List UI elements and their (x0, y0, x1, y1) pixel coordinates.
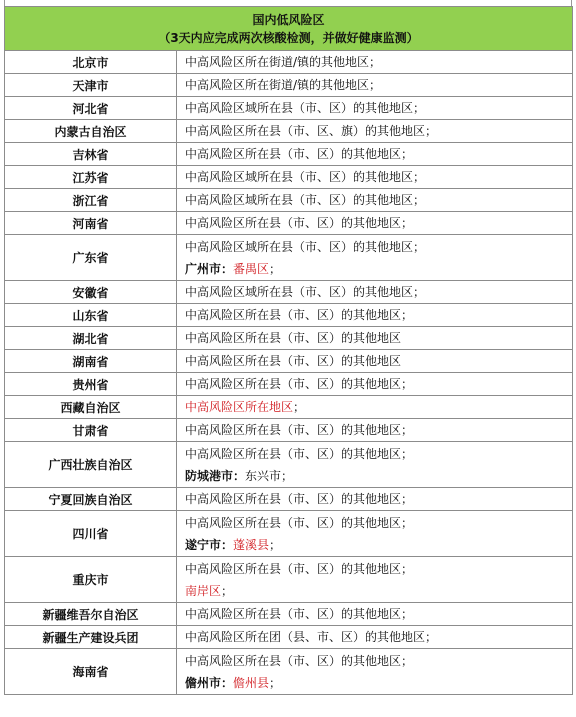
table-row (5, 74, 573, 97)
province-cell: 河南省 (5, 212, 177, 235)
table-header (5, 7, 573, 51)
description-cell: 中高风险区所在县（市、区）的其他地区； (177, 419, 573, 442)
table-row (5, 327, 573, 350)
province-cell: 江苏省 (5, 166, 177, 189)
description-cell (177, 511, 573, 557)
city-label: 遂宁市： (185, 537, 234, 552)
table-row (5, 189, 573, 212)
description-cell: 中高风险区所在县（市、区、旗）的其他地区； (177, 120, 573, 143)
table-row (5, 603, 573, 626)
province-cell: 山东省 (5, 304, 177, 327)
city-line (185, 258, 572, 280)
table-row (5, 166, 573, 189)
description-cell (177, 649, 573, 695)
description-cell (177, 396, 573, 419)
line-end: ； (221, 583, 234, 598)
description-cell: 中高风险区所在团（县、市、区）的其他地区； (177, 626, 573, 649)
table-row (5, 557, 573, 603)
area-label: 东兴市； (245, 468, 294, 483)
province-cell: 湖南省 (5, 350, 177, 373)
description-cell: 中高风险区所在县（市、区）的其他地区 (177, 327, 573, 350)
table-row (5, 396, 573, 419)
province-cell: 浙江省 (5, 189, 177, 212)
line-end: ； (269, 675, 282, 690)
description-cell (177, 557, 573, 603)
table-row (5, 120, 573, 143)
red-description: 中高风险区所在地区 (185, 400, 294, 414)
province-cell: 海南省 (5, 649, 177, 695)
area-label: 儋州县 (233, 675, 270, 690)
line-end: ； (269, 261, 282, 276)
table-row (5, 212, 573, 235)
description-cell: 中高风险区域所在县（市、区）的其他地区； (177, 97, 573, 120)
province-cell: 安徽省 (5, 281, 177, 304)
table-row (5, 235, 573, 281)
description-line: 中高风险区域所在县（市、区）的其他地区； (185, 239, 426, 254)
city-line (185, 465, 572, 487)
line-end: ； (269, 537, 282, 552)
province-cell: 重庆市 (5, 557, 177, 603)
description-cell: 中高风险区域所在县（市、区）的其他地区； (177, 189, 573, 212)
province-cell: 河北省 (5, 97, 177, 120)
table-row (5, 51, 573, 74)
description-cell: 中高风险区所在县（市、区）的其他地区； (177, 212, 573, 235)
description-cell: 中高风险区所在县（市、区）的其他地区； (177, 603, 573, 626)
table-row (5, 649, 573, 695)
area-label: 南岸区 (185, 583, 222, 598)
table-row (5, 281, 573, 304)
city-label: 防城港市： (185, 468, 246, 483)
low-risk-table (4, 6, 573, 695)
table-row (5, 373, 573, 396)
description-cell: 中高风险区所在街道/镇的其他地区； (177, 74, 573, 97)
area-label: 蓬溪县 (233, 537, 270, 552)
city-line (185, 672, 572, 694)
description-line: 中高风险区所在县（市、区）的其他地区； (185, 653, 414, 668)
description-cell: 中高风险区域所在县（市、区）的其他地区； (177, 281, 573, 304)
table-row (5, 350, 573, 373)
table-row (5, 626, 573, 649)
line-end: ； (293, 400, 306, 414)
city-label: 儋州市： (185, 675, 234, 690)
table-row (5, 511, 573, 557)
city-line (185, 534, 572, 556)
province-cell: 湖北省 (5, 327, 177, 350)
header-title: 国内低风险区 (252, 12, 325, 27)
province-cell: 四川省 (5, 511, 177, 557)
description-cell: 中高风险区所在县（市、区）的其他地区； (177, 488, 573, 511)
table-row (5, 143, 573, 166)
description-line: 中高风险区所在县（市、区）的其他地区； (185, 446, 414, 461)
province-cell: 新疆生产建设兵团 (5, 626, 177, 649)
description-cell: 中高风险区所在街道/镇的其他地区； (177, 51, 573, 74)
province-cell: 广东省 (5, 235, 177, 281)
description-line: 中高风险区所在县（市、区）的其他地区； (185, 561, 414, 576)
table-row (5, 442, 573, 488)
table-row (5, 488, 573, 511)
table-row (5, 304, 573, 327)
province-cell: 内蒙古自治区 (5, 120, 177, 143)
province-cell: 贵州省 (5, 373, 177, 396)
area-line (185, 580, 572, 602)
description-cell: 中高风险区所在县（市、区）的其他地区； (177, 143, 573, 166)
area-label: 番禺区 (233, 261, 270, 276)
description-cell: 中高风险区所在县（市、区）的其他地区 (177, 350, 573, 373)
table-row (5, 419, 573, 442)
description-line: 中高风险区所在县（市、区）的其他地区； (185, 515, 414, 530)
description-cell: 中高风险区所在县（市、区）的其他地区； (177, 304, 573, 327)
table-row (5, 97, 573, 120)
province-cell: 吉林省 (5, 143, 177, 166)
province-cell: 宁夏回族自治区 (5, 488, 177, 511)
description-cell (177, 442, 573, 488)
description-cell (177, 235, 573, 281)
description-cell: 中高风险区域所在县（市、区）的其他地区； (177, 166, 573, 189)
description-cell: 中高风险区所在县（市、区）的其他地区； (177, 373, 573, 396)
province-cell: 北京市 (5, 51, 177, 74)
province-cell: 甘肃省 (5, 419, 177, 442)
province-cell: 广西壮族自治区 (5, 442, 177, 488)
city-label: 广州市： (185, 261, 234, 276)
province-cell: 新疆维吾尔自治区 (5, 603, 177, 626)
province-cell: 西藏自治区 (5, 396, 177, 419)
header-subtitle: （3天内应完成两次核酸检测，并做好健康监测） (158, 30, 419, 45)
province-cell: 天津市 (5, 74, 177, 97)
